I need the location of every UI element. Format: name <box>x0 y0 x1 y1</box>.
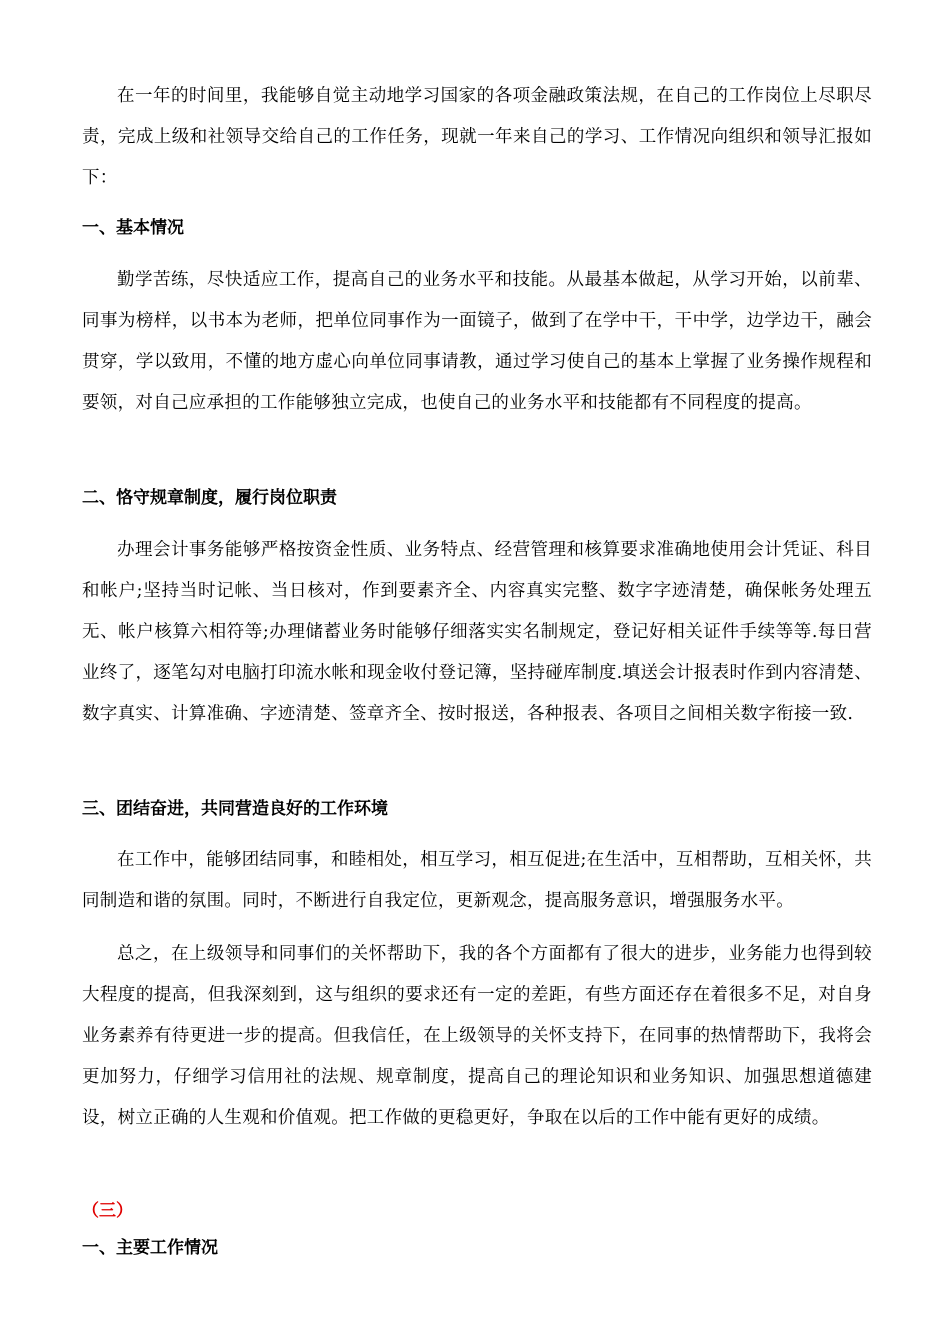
section-3-body: 在工作中，能够团结同事，和睦相处，相互学习，相互促进;在生活中，互相帮助，互相关怀，共同制造和谐的氛围。同时，不断进行自我定位，更新观念，提高服务意识，增强服务水平。 <box>82 850 872 911</box>
intro-paragraph: 在一年的时间里，我能够自觉主动地学习国家的各项金融政策法规，在自己的工作岗位上尽职尽责，完成上级和社领导交给自己的工作任务，现就一年来自己的学习、工作情况向组织和领导汇报如下： <box>82 86 872 188</box>
section-1-body: 勤学苦练，尽快适应工作，提高自己的业务水平和技能。从最基本做起，从学习开始，以前辈、同事为榜样，以书本为老师，把单位同事作为一面镜子，做到了在学中干，干中学，边学边干，融会贯穿，学以致用，不懂的地方虚心向单位同事请教，通过学习使自己的基本上掌握了业务操作规程和要领，对自己应承担的工作能够独立完成，也使自己的业务水平和技能都有不同程度的提高。 <box>82 270 872 413</box>
next-section-heading: 一、主要工作情况 <box>82 1238 218 1258</box>
section-3-heading: 三、团结奋进，共同营造良好的工作环境 <box>82 799 388 819</box>
part-marker: （三） <box>82 1201 133 1221</box>
conclusion-paragraph: 总之，在上级领导和同事们的关怀帮助下，我的各个方面都有了很大的进步，业务能力也得到较大程度的提高，但我深刻到，这与组织的要求还有一定的差距，有些方面还存在着很多不足，对自身业务素养有待更进一步的提高。但我信任，在上级领导的关怀支持下，在同事的热情帮助下，我将会更加努力，仔细学习信用社的法规、规章制度，提高自己的理论知识和业务知识、加强思想道德建设，树立正确的人生观和价值观。把工作做的更稳更好，争取在以后的工作中能有更好的成绩。 <box>82 944 872 1128</box>
section-1-heading: 一、基本情况 <box>82 218 184 238</box>
section-2-heading: 二、恪守规章制度，履行岗位职责 <box>82 488 337 508</box>
section-2-body: 办理会计事务能够严格按资金性质、业务特点、经营管理和核算要求准确地使用会计凭证、科目和帐户;坚持当时记帐、当日核对，作到要素齐全、内容真实完整、数字字迹清楚，确保帐务处理五无、帐户核算六相符等;办理储蓄业务时能够仔细落实实名制规定，登记好相关证件手续等等.每日营业终了，逐笔勾对电脑打印流水帐和现金收付登记簿，坚持碰库制度.填送会计报表时作到内容清楚、数字真实、计算准确、字迹清楚、签章齐全、按时报送，各种报表、各项目之间相关数字衔接一致. <box>82 540 872 724</box>
